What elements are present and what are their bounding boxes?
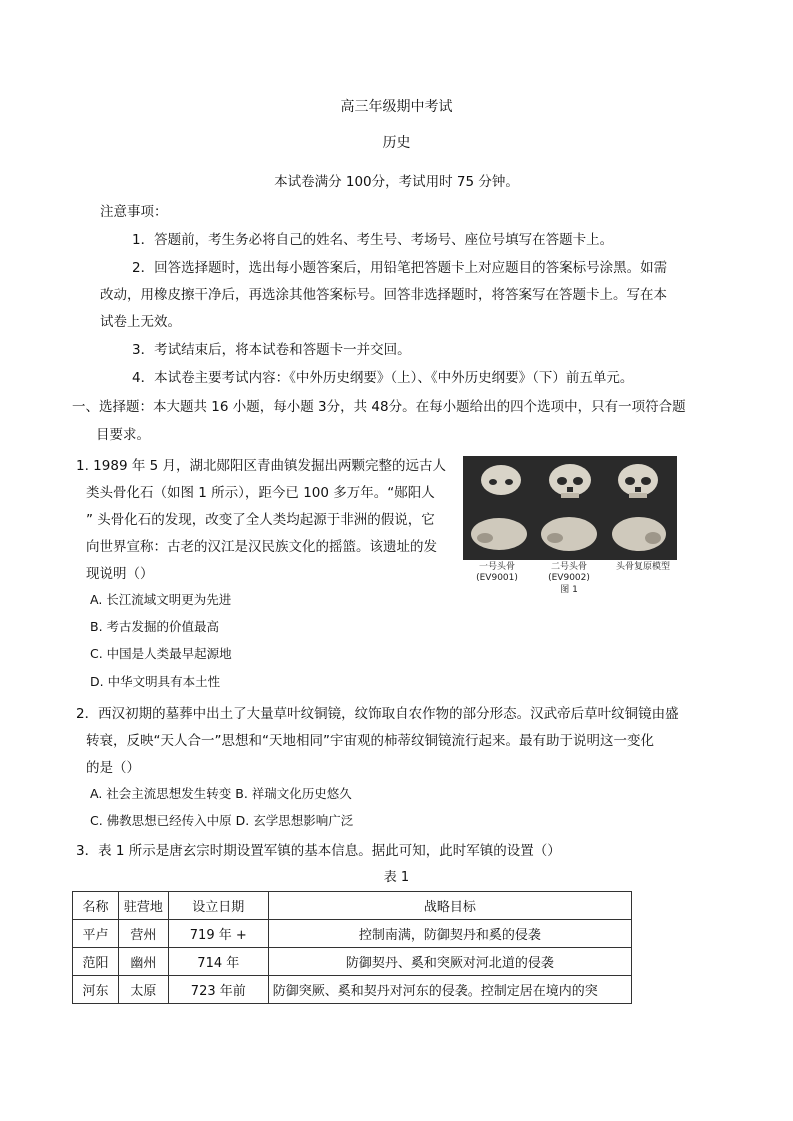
q2-options-cd: C. 佛教思想已经传入中原 D. 玄学思想影响广泛 <box>90 813 354 828</box>
caption-skull-1-id: (EV9001) <box>476 573 518 583</box>
instruction-line: 2．回答选择题时，选出每小题答案后，用铅笔把答题卡上对应题目的答案标号涂黑。如需 <box>132 260 668 276</box>
skull-photo <box>463 456 677 560</box>
military-town-table <box>72 891 632 1004</box>
table-header-cell: 驻营地 <box>118 892 168 920</box>
section-heading-cont: 目要求。 <box>96 427 150 443</box>
table-row <box>73 976 632 1004</box>
instruction-line: 1．答题前，考生务必将自己的姓名、考生号、考场号、座位号填写在答题卡上。 <box>132 232 614 248</box>
exam-title: 高三年级期中考试 <box>340 99 453 115</box>
q1-stem: 1. 1989 年 5 月，湖北郧阳区青曲镇发掘出两颗完整的远古人 <box>76 458 446 474</box>
q1-option-a: A. 长江流域文明更为先进 <box>90 592 232 607</box>
instruction-line: 试卷上无效。 <box>100 314 181 330</box>
table-cell: 幽州 <box>118 948 168 976</box>
q1-stem: ” 头骨化石的发现，改变了全人类均起源于非洲的假说，它 <box>86 512 435 528</box>
table-header-row <box>73 892 632 920</box>
caption-model: 头骨复原模型 <box>615 562 670 572</box>
q1-option-c: C. 中国是人类最早起源地 <box>90 646 232 661</box>
table-row <box>73 948 632 976</box>
table-cell: 河东 <box>73 976 119 1004</box>
q2-stem: 的是（） <box>86 760 140 776</box>
table-row <box>73 920 632 948</box>
q3-stem: 3．表 1 所示是唐玄宗时期设置军镇的基本信息。据此可知，此时军镇的设置（） <box>76 843 561 859</box>
section-heading: 一、选择题：本大题共 16 小题，每小题 3分，共 48分。在每小题给出的四个选项中，只有一项符合题 <box>72 399 686 415</box>
q1-stem: 向世界宣称：古老的汉江是汉民族文化的摇篮。该遗址的发 <box>86 539 437 555</box>
instruction-line: 改动，用橡皮擦干净后，再选涂其他答案标号。回答非选择题时，将答案写在答题卡上。写在本 <box>100 287 667 303</box>
figure-1 <box>463 456 677 598</box>
instructions-heading: 注意事项： <box>100 204 168 220</box>
table-cell: 防御契丹、奚和突厥对河北道的侵袭 <box>268 948 631 976</box>
q1-stem: 类头骨化石（如图 1 所示），距今已 100 多万年。“郧阳人 <box>86 485 435 501</box>
table-cell: 范阳 <box>73 948 119 976</box>
table-cell: 平卢 <box>73 920 119 948</box>
table-header-cell: 战略目标 <box>268 892 631 920</box>
table-title: 表 1 <box>383 870 410 885</box>
exam-note: 本试卷满分 100分，考试用时 75 分钟。 <box>274 174 519 190</box>
table-cell: 714 年 <box>168 948 268 976</box>
figure-label: 图 1 <box>560 585 578 595</box>
table-cell: 营州 <box>118 920 168 948</box>
table-cell: 太原 <box>118 976 168 1004</box>
instruction-line: 3．考试结束后，将本试卷和答题卡一并交回。 <box>132 342 411 358</box>
q2-stem: 2．西汉初期的墓葬中出土了大量草叶纹铜镜，纹饰取自农作物的部分形态。汉武帝后草叶纹铜镜由盛 <box>76 706 679 722</box>
caption-skull-2-id: (EV9002) <box>548 573 590 583</box>
q1-option-b: B. 考古发掘的价值最高 <box>90 619 220 634</box>
table-cell: 719 年 + <box>168 920 268 948</box>
q2-options-ab: A. 社会主流思想发生转变 B. 祥瑞文化历史悠久 <box>90 786 352 801</box>
table-header-cell: 名称 <box>73 892 119 920</box>
table-cell: 控制南满，防御契丹和奚的侵袭 <box>268 920 631 948</box>
q1-stem: 现说明（） <box>86 566 154 582</box>
caption-skull-2: 二号头骨 <box>550 562 587 572</box>
table-cell: 723 年前 <box>168 976 268 1004</box>
exam-subject: 历史 <box>382 135 411 151</box>
q1-option-d: D. 中华文明具有本土性 <box>90 674 221 689</box>
skull-photo-drawing <box>463 456 677 560</box>
q2-stem: 转衰，反映“天人合一”思想和“天地相同”宇宙观的柿蒂纹铜镜流行起来。最有助于说明这一变化 <box>86 733 654 749</box>
table-cell: 防御突厥、奚和契丹对河东的侵袭。控制定居在境内的突 <box>268 976 631 1004</box>
caption-skull-1: 一号头骨 <box>478 562 515 572</box>
table-header-cell: 设立日期 <box>168 892 268 920</box>
instruction-line: 4．本试卷主要考试内容：《中外历史纲要》（上）、《中外历史纲要》（下）前五单元。 <box>132 370 634 386</box>
